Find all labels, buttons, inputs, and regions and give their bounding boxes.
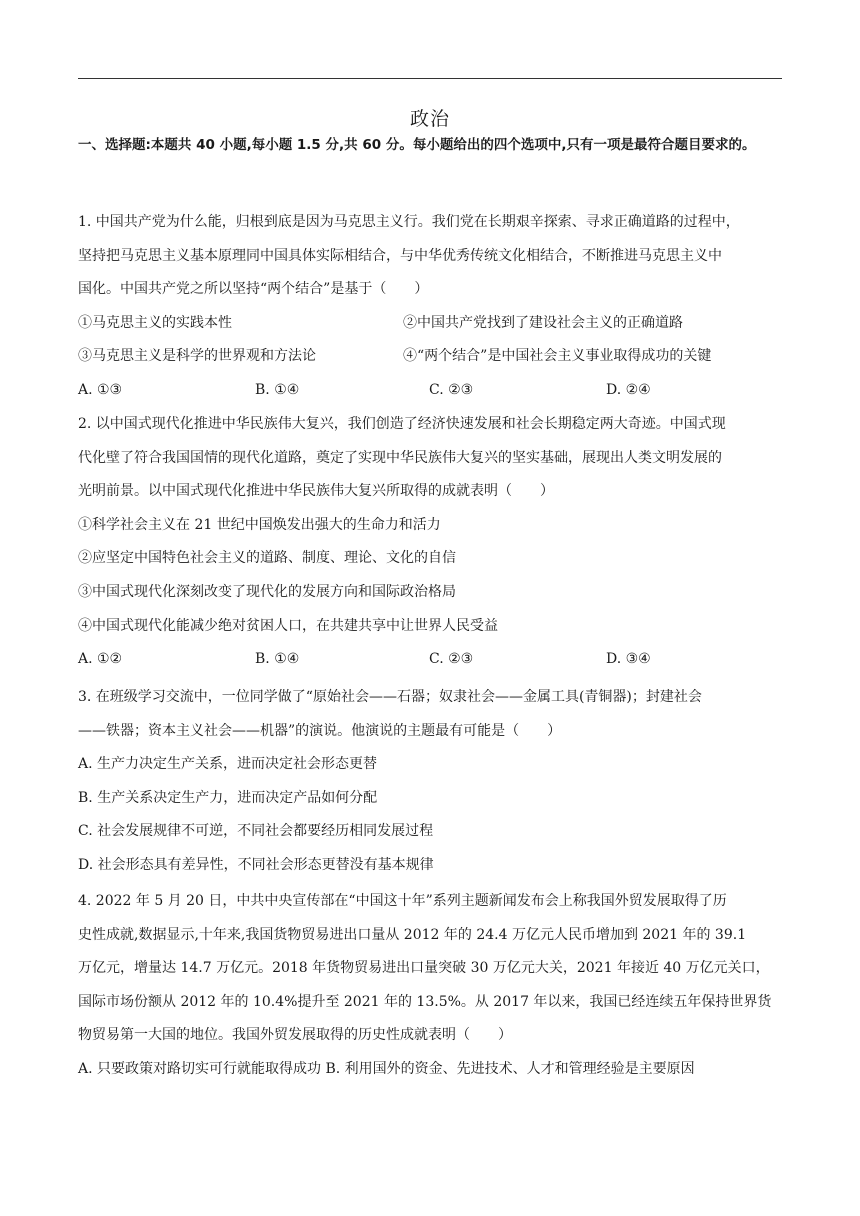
statement-row xyxy=(78,340,788,374)
question-2 xyxy=(78,408,788,677)
question-stem-line: 史性成就,数据显示,十年来,我国货物贸易进出口量从 2012 年的 24.4 万亿元人民币增加到 2021 年的 39.1 xyxy=(78,926,747,943)
question-stem-line: 坚持把马克思主义基本原理同中国具体实际相结合，与中华优秀传统文化相结合，不断推进马克思主义中 xyxy=(78,247,722,264)
question-stem-line: 4. 2022 年 5 月 20 日，中共中央宣传部在“中国这十年”系列主题新闻发布会上称我国外贸发展取得了历 xyxy=(78,893,727,909)
statement: ①科学社会主义在 21 世纪中国焕发出强大的生命力和活力 xyxy=(78,516,441,533)
option-a[interactable]: A. 生产力决定生产关系，进而决定社会形态更替 xyxy=(78,756,378,773)
statement: ①马克思主义的实践本性 xyxy=(78,314,232,331)
question-stem-line: 物贸易第一大国的地位。我国外贸发展取得的历史性成就表明（ ） xyxy=(78,1027,512,1044)
option-c[interactable]: C. ②③ xyxy=(429,651,474,668)
section-heading: 一、选择题:本题共 40 小题,每小题 1.5 分,共 60 分。每小题给出的四个选项中,只有一项是最符合题目要求的。 xyxy=(78,137,756,153)
question-stem-line: 2. 以中国式现代化推进中华民族伟大复兴，我们创造了经济快速发展和社会长期稳定两大奇迹。中国式现 xyxy=(78,416,726,432)
option-c[interactable]: C. 社会发展规律不可逆，不同社会都要经历相同发展过程 xyxy=(78,823,434,840)
option-b[interactable]: B. ①④ xyxy=(255,651,300,668)
statement: ④“两个结合”是中国社会主义事业取得成功的关键 xyxy=(403,348,712,365)
question-stem-line: 万亿元，增量达 14.7 万亿元。2018 年货物贸易进出口量突破 30 万亿元大关，2021 年接近 40 万亿元关口， xyxy=(78,960,770,977)
option-b[interactable]: B. 生产关系决定生产力，进而决定产品如何分配 xyxy=(78,789,378,806)
option-d[interactable]: D. ③④ xyxy=(606,651,651,668)
statement: ②应坚定中国特色社会主义的道路、制度、理论、文化的自信 xyxy=(78,550,456,567)
question-stem-line: ——铁器；资本主义社会——机器”的演说。他演说的主题最有可能是（ ） xyxy=(78,722,562,739)
options-row xyxy=(78,643,788,677)
options-row xyxy=(78,374,788,408)
option-a[interactable]: A. ①② xyxy=(78,651,123,668)
question-4 xyxy=(78,885,788,1087)
option-d[interactable]: D. 社会形态具有差异性，不同社会形态更替没有基本规律 xyxy=(78,856,434,873)
statement: ②中国共产党找到了建设社会主义的正确道路 xyxy=(403,314,683,331)
statement: ④中国式现代化能减少绝对贫困人口，在共建共享中让世界人民受益 xyxy=(78,617,498,634)
question-1 xyxy=(78,206,788,408)
statement: ③马克思主义是科学的世界观和方法论 xyxy=(78,348,316,365)
question-stem-line: 代化壁了符合我国国情的现代化道路，奠定了实现中华民族伟大复兴的坚实基础，展现出人类文明发展的 xyxy=(78,449,722,466)
statement: ③中国式现代化深刻改变了现代化的发展方向和国际政治格局 xyxy=(78,583,456,600)
question-3 xyxy=(78,681,788,883)
statement-row xyxy=(78,307,788,341)
page-title: 政治 xyxy=(409,108,450,130)
header-rule xyxy=(78,78,782,79)
option-d[interactable]: D. ②④ xyxy=(606,381,651,398)
question-stem-line: 1. 中国共产党为什么能，归根到底是因为马克思主义行。我们党在长期艰辛探索、寻求正确道路的过程中， xyxy=(78,214,740,230)
option-c[interactable]: C. ②③ xyxy=(429,381,474,398)
question-stem-line: 光明前景。以中国式现代化推进中华民族伟大复兴所取得的成就表明（ ） xyxy=(78,483,554,500)
question-stem-line: 国化。中国共产党之所以坚持“两个结合”是基于（ ） xyxy=(78,281,429,298)
question-stem-line: 3. 在班级学习交流中，一位同学做了“原始社会——石器；奴隶社会——金属工具(青铜器)；封建社会 xyxy=(78,689,702,705)
question-stem-line: 国际市场份额从 2012 年的 10.4%提升至 2021 年的 13.5%。从 2017 年以来，我国已经连续五年保持世界货 xyxy=(78,993,772,1010)
options-line[interactable]: A. 只要政策对路切实可行就能取得成功 B. 利用国外的资金、先进技术、人才和管理经验是主要原因 xyxy=(78,1060,695,1077)
option-a[interactable]: A. ①③ xyxy=(78,381,123,398)
option-b[interactable]: B. ①④ xyxy=(255,381,300,398)
